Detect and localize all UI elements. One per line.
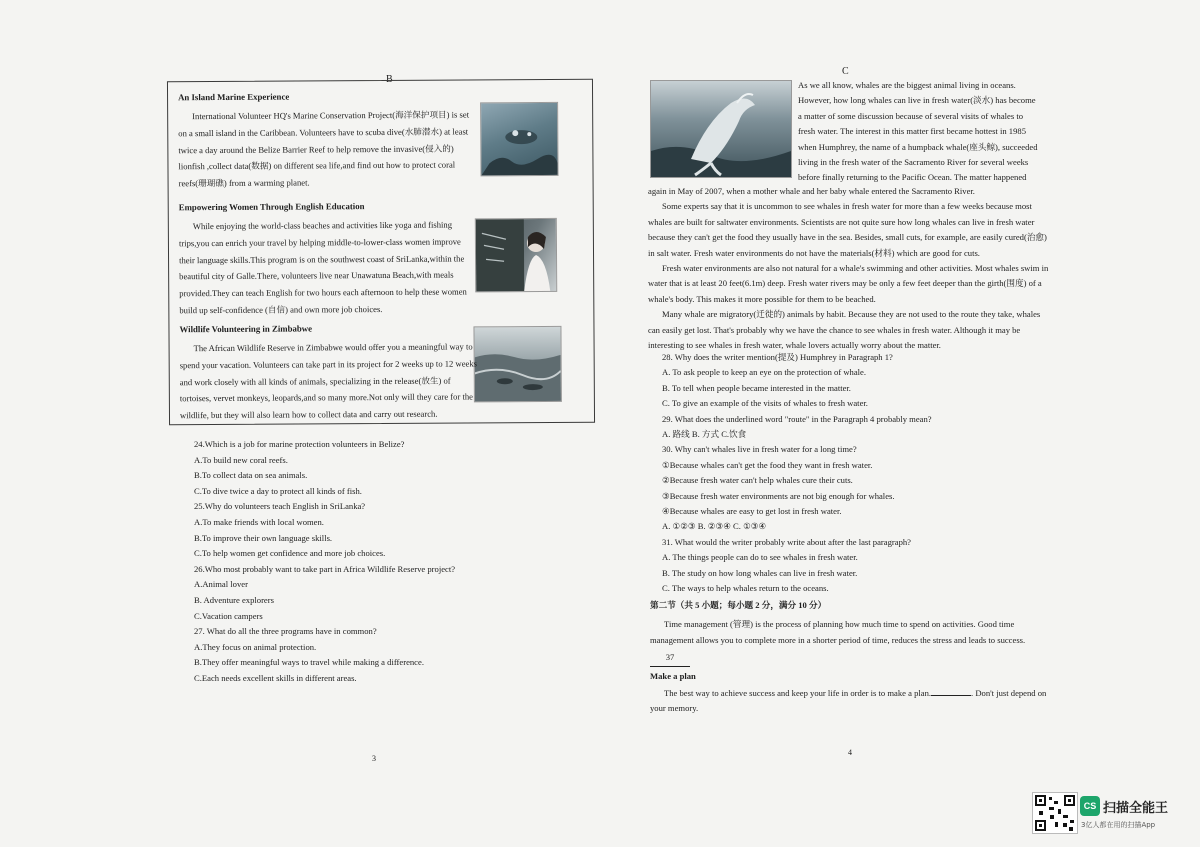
intro-line: living in the fresh water of the Sacramento River for several weeks [798,157,1029,168]
section-letter-c: C [842,66,849,77]
wildlife-photo [473,326,561,403]
option-line: A. 路线 B. 方式 C.饮食 [662,429,747,440]
paragraph-2: Some experts say that it is uncommon to see whales in fresh water for more than a few weeks because most whales are built for saltwater environments. Scientists are not quite sure how long whales can live in fresh water because they can't get the food they usually have in the sea. Besides, small cuts, for example, are easily cured(治愈) in salt water. Fresh water environments do not have the materials(材料) which are good for cuts. [648,201,1047,258]
intro-tail: again in May of 2007, when a mother whale and her baby whale entered the Sacramento River. [648,186,975,196]
paragraph-title: Wildlife Volunteering in Zimbabwe [179,323,313,335]
option-line: C.Each needs excellent skills in different areas. [194,672,357,683]
page-number: 4 [848,748,852,757]
option-line: A.They focus on animal protection. [194,641,317,652]
section-letter-b: B [386,74,393,85]
option-line: C.To dive twice a day to protect all kinds of fish. [194,485,362,496]
option-line: A.To build new coral reefs. [194,454,288,465]
answer-blank [931,695,971,696]
paragraph-title: Empowering Women Through English Education [178,201,365,213]
teacher-photo [475,218,557,292]
question-line: 29. What does the underlined word "route" in the Paragraph 4 probably mean? [662,413,932,424]
option-line: A.To make friends with local women. [194,516,324,527]
question-line: 24.Which is a job for marine protection volunteers in Belize? [194,439,405,449]
subheading: Make a plan [650,670,696,681]
paragraph-island [178,88,479,192]
option-line: B.To improve their own language skills. [194,532,333,543]
option-line: B. To tell when people became interested in the matter. [662,382,851,393]
right-page [600,0,1200,847]
watermark-slogan: 3亿人都在用的扫描App [1081,821,1156,829]
passage-b-box [167,79,595,426]
passage-c-body [648,184,1054,353]
question-line: 26.Who most probably want to take part in Africa Wildlife Reserve project? [194,563,456,574]
option-line: B. The study on how long whales can live in fresh water. [662,567,858,578]
option-line: A. To ask people to keep an eye on the protection of whale. [662,367,866,378]
blank-number: 37 [650,650,690,666]
question-line: 27. What do all the three programs have in common? [194,626,377,637]
section-2 [650,598,1056,717]
option-line: ④Because whales are easy to get lost in fresh water. [662,506,842,517]
passage-c-intro [798,78,1038,186]
section-2-header: 第二节（共 5 小题；每小题 2 分，满分 10 分） [650,600,827,610]
watermark-app-name: 扫描全能王 [1103,801,1169,816]
intro-line: However, how long whales can live in fresh water(淡水) has become [798,95,1036,106]
last-paragraph [650,686,1056,717]
blank-37 [650,650,1056,666]
paragraph-english-education [179,198,478,319]
paragraph-4: Many whale are migratory(迁徙的) animals by habit. Because they are not used to the route they take, whales can easily get lost. That's probably why we have the chance to see whales in fresh water. Although it may be interesting to see whales in fresh water, whale lovers actually worry about the matter. [648,309,1041,351]
paragraph-3: Fresh water environments are also not natural for a whale's swimming and other activities. Most whales swim in water that is at least 20 feet(6.1m) deep. Fresh water rivers may be only a few feet deeper than the girth(围度) of a whale's body. This makes it more possible for them to be beached. [648,263,1049,304]
intro-line: a matter of some discussion because of several visits of whales to [798,110,1024,121]
option-line: A.Animal lover [194,579,248,590]
intro-line: when Humphrey, the name of a humpback whale(座头鲸), succeeded [798,141,1038,152]
camscanner-logo-icon: CS [1080,796,1100,816]
last-paragraph-end: . Don't just depend on your memory. [650,688,1047,714]
paragraph-body: International Volunteer HQ's Marine Conservation Project(海洋保护项目) is set on a small island in the Caribbean. Volunteers have to scuba dive(水肺潜水) at least twice a day around the Belize Barrier Reef to help remove the invasive(侵入的) lionfish ,collect data(数据) on different sea life,and find out how to protect coral reefs(珊瑚礁) from a warming planet. [178,109,470,189]
question-line: 25.Why do volunteers teach English in SriLanka? [194,501,366,512]
paragraph-title: An Island Marine Experience [178,91,290,103]
option-line: ②Because fresh water can't help whales cure their cuts. [662,475,853,486]
option-line: B. Adventure explorers [194,594,274,605]
option-line: A. The things people can do to see whales in fresh water. [662,552,858,563]
question-line: 30. Why can't whales live in fresh water for a long time? [662,444,857,455]
qr-code-icon [1032,792,1078,834]
coral-reef-photo [480,102,558,176]
last-paragraph-start: The best way to achieve success and keep your life in order is to make a plan. [664,688,932,699]
option-line: C.Vacation campers [194,610,263,621]
intro-line: fresh water. The interest in this matter first became hottest in 1985 [798,126,1026,137]
questions-24-27 [194,437,455,687]
paragraph-body: The African Wildlife Reserve in Zimbabwe would offer you a meaningful way to spend your vacation. Volunteers can take part in its project for 2 weeks up to 12 weeks and work closely with all kinds of animals, specializing in the release(放生) of tortoises, vervet monkeys, leopards,and so many more.Not only will they care for the wildlife, but they will also learn how to collect data and carry out research. [179,341,477,421]
paragraph-body: While enjoying the world-class beaches and activities like yoga and fishing trips,you can enrich your travel by helping middle-to-lower-class women improve their language skills.This program is on the southwest coast of SriLanka,within the beautiful city of Galle.There, volunteers live near Unawatuna Beach,with meals provided.They can teach English for two hours each afternoon to help these women build up self-confidence (自信) and own more job choices. [178,219,467,316]
page-number: 3 [372,754,376,763]
option-line: C. To give an example of the visits of whales to fresh water. [662,398,868,409]
whale-photo [650,80,792,178]
intro-line: before finally returning to the Pacific Ocean. The matter happened [798,172,1027,183]
option-line: ①Because whales can't get the food they want in fresh water. [662,459,873,470]
option-line: ③Because fresh water environments are not big enough for whales. [662,490,895,501]
intro-line: As we all know, whales are the biggest animal living in oceans. [798,80,1016,90]
questions-28-31 [662,350,932,597]
option-line: A. ①②③ B. ②③④ C. ①③④ [662,521,767,532]
option-line: C.To help women get confidence and more job choices. [194,548,386,559]
option-line: C. The ways to help whales return to the oceans. [662,583,829,594]
question-line: 31. What would the writer probably write about after the last paragraph? [662,536,911,547]
option-line: B.They offer meaningful ways to travel while making a difference. [194,657,424,668]
paragraph-wildlife [179,320,478,424]
question-line: 28. Why does the writer mention(提及) Humphrey in Paragraph 1? [662,352,893,362]
option-line: B.To collect data on sea animals. [194,470,308,481]
section-2-paragraph: Time management (管理) is the process of planning how much time to spend on activities. Good time management allows you to complete more in a shorter period of time, reduces the stress and leads to success. [650,619,1026,645]
